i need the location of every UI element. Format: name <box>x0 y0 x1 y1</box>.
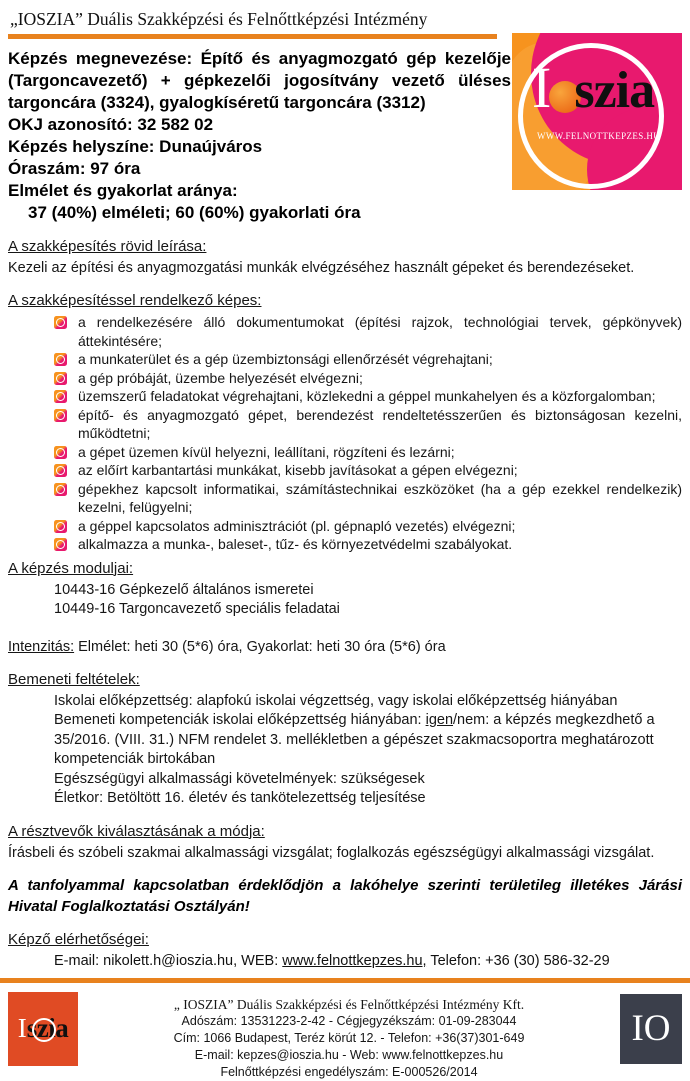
footer-license-number: Felnőttképzési engedélyszám: E-000526/2014 <box>220 1064 478 1079</box>
list-item <box>54 369 682 388</box>
contact-web-link[interactable]: www.felnottkepzes.hu, <box>282 952 427 969</box>
short-desc-body: Kezeli az építési és anyagmozgatási munkák elvégzéséhez használt gépeket és berendezéseket. <box>8 260 635 276</box>
ioszia-bullet-icon <box>54 353 67 366</box>
list-item-text: alkalmazza a munka-, baleset-, tűz- és környezetvédelmi szabályokat. <box>78 536 513 552</box>
entry-competencies-prefix: Bemeneti kompetenciák iskolai előképzettség hiányában: <box>54 712 426 728</box>
course-ratio-value: 37 (40%) elméleti; 60 (60%) gyakorlati óra <box>28 203 361 222</box>
module-item: 10449-16 Targoncavezető speciális feladatai <box>54 601 340 617</box>
ioszia-bullet-icon <box>54 390 67 403</box>
contact-line <box>8 952 682 971</box>
logo-website-text: WWW.FELNOTTKEPZES.HU <box>537 131 661 141</box>
ioszia-bullet-icon <box>54 372 67 385</box>
contact-email-text: E-mail: nikolett.h@ioszia.hu, WEB: <box>54 952 283 969</box>
course-name: Képzés megnevezése: Építő és anyagmozgató gép kezelője (Targoncavezető) + gépkezelői jogosítvány vezető üléses targoncára (3324), gyalogkíséretű targoncára (3312) <box>8 49 511 112</box>
list-item <box>54 387 682 406</box>
selection-body: Írásbeli és szóbeli szakmai alkalmassági vizsgálat; foglalkozás egészségügyi alkalmassági vizsgálat. <box>8 844 655 861</box>
entry-age: Életkor: Betöltött 16. életév és tankötelezettség teljesítése <box>54 790 426 806</box>
entry-requirements <box>8 692 682 809</box>
list-item-text: üzemszerű feladatokat végrehajtani, közlekedni a géppel munkahelyen és a közforgalomban; <box>78 388 656 404</box>
section-heading-contact: Képző elérhetőségei: <box>8 930 149 948</box>
list-item-text: a gép próbáját, üzembe helyezését elvégezni; <box>78 369 363 386</box>
logo-wordmark <box>532 55 655 120</box>
entry-competencies-suffix: /nem: a képzés megkezdhető a 35/2016. (VIII. 31.) NFM rendelet 3. mellékletben a gépészet szakmacsoportra meghatározott kompetenciák birtokában <box>54 712 655 767</box>
list-item <box>54 406 682 443</box>
title-divider <box>8 34 497 39</box>
list-item-text: a rendelkezésére álló dokumentumokat (építési rajzok, technológiai tervek, gépkönyvek) áttekintésére; <box>78 314 682 349</box>
footer-divider <box>0 978 690 983</box>
ioszia-bullet-icon <box>54 446 67 459</box>
footer-company-name: „ IOSZIA” Duális Szakképzési és Felnőttképzési Intézmény Kft. <box>173 996 525 1012</box>
list-item <box>54 535 682 554</box>
ioszia-bullet-icon <box>54 520 67 533</box>
list-item <box>54 480 682 517</box>
section-heading-selection: A résztvevők kiválasztásának a módja: <box>8 822 265 840</box>
capabilities-list <box>8 313 682 554</box>
list-item-text: a gépet üzemen kívül helyezni, leállítani, rögzíteni és lezárni; <box>78 443 455 460</box>
footer <box>8 992 682 1081</box>
ioszia-bullet-icon <box>54 483 67 496</box>
footer-io-logo: IO <box>620 994 682 1064</box>
entry-competencies-yes: igen <box>425 712 454 728</box>
ioszia-bullet-icon <box>54 316 67 329</box>
course-ratio-label: Elmélet és gyakorlat aránya: <box>8 181 238 200</box>
footer-ioszia-logo <box>8 992 78 1066</box>
section-heading-modules: A képzés moduljai: <box>8 559 134 577</box>
course-summary <box>8 48 511 224</box>
list-item-text: a géppel kapcsolatos adminisztrációt (pl. gépnapló vezetés) elvégezni; <box>78 517 516 534</box>
intensity-label: Intenzitás: <box>8 638 75 655</box>
logo-letter-i: I <box>532 55 552 120</box>
intro-section <box>8 48 682 224</box>
page-title: „IOSZIA” Duális Szakképzési és Felnőttképzési Intézmény <box>10 9 428 29</box>
footer-tax-registry: Adószám: 13531223-2-42 - Cégjegyzékszám: 01-09-283044 <box>181 1013 517 1028</box>
intensity-text: Elmélet: heti 30 (5*6) óra, Gyakorlat: heti 30 óra (5*6) óra <box>74 638 446 655</box>
ioszia-logo <box>512 33 682 190</box>
list-item-text: építő- és anyagmozgató gépet, berendezést rendeltetésszerűen és biztonságosan kezelni, működtetni; <box>78 406 682 441</box>
course-location: Képzés helyszíne: Dunaújváros <box>8 137 263 156</box>
modules-list <box>8 581 682 620</box>
footer-company-info <box>78 992 620 1081</box>
ioszia-bullet-icon <box>54 464 67 477</box>
module-item: 10443-16 Gépkezelő általános ismeretei <box>54 581 314 598</box>
section-heading-short-desc: A szakképesítés rövid leírása: <box>8 238 207 255</box>
ioszia-bullet-icon <box>54 538 67 551</box>
list-item <box>54 350 682 369</box>
list-item-text: gépekhez kapcsolt informatikai, számítástechnikai eszközöket (ha a gép ezekkel rendelkezik) kezelni, felügyelni; <box>78 480 682 515</box>
footer-logo-letter-i: I <box>17 1013 27 1043</box>
entry-schooling: Iskolai előképzettség: alapfokú iskolai végzettség, vagy iskolai előképzettség hiányában <box>54 692 618 709</box>
list-item <box>54 443 682 462</box>
list-item <box>54 313 682 350</box>
course-okj-id: OKJ azonosító: 32 582 02 <box>8 115 214 134</box>
list-item-text: az előírt karbantartási munkákat, kisebb javításokat a gépen elvégezni; <box>78 462 518 478</box>
footer-logo-ring-icon <box>32 1018 56 1042</box>
section-heading-capabilities: A szakképesítéssel rendelkező képes: <box>8 292 262 309</box>
intensity-line <box>8 638 682 657</box>
list-item <box>54 517 682 536</box>
logo-letters-szia: szia <box>574 62 655 119</box>
contact-phone-text: Telefon: +36 (30) 586-32-29 <box>426 952 610 969</box>
entry-health: Egészségügyi alkalmassági követelmények: szükségesek <box>54 770 425 787</box>
footer-logo-letters-szia: szia <box>26 1013 69 1043</box>
course-hours: Óraszám: 97 óra <box>8 159 141 178</box>
footer-email-web: E-mail: kepzes@ioszia.hu - Web: www.felnottkepzes.hu <box>194 1047 504 1062</box>
entry-competencies <box>54 711 686 770</box>
footer-address-phone: Cím: 1066 Budapest, Teréz körút 12. - Telefon: +36(37)301-649 <box>173 1030 525 1045</box>
ioszia-bullet-icon <box>54 409 67 422</box>
list-item <box>54 461 682 480</box>
list-item-text: a munkaterület és a gép üzembiztonsági ellenőrzését végrehajtani; <box>78 351 493 367</box>
notice-paragraph: A tanfolyammal kapcsolatban érdeklődjön a lakóhelye szerinti területileg illetékes Járási Hivatal Foglalkoztatási Osztályán! <box>8 876 682 915</box>
section-heading-entry: Bemeneti feltételek: <box>8 670 140 688</box>
